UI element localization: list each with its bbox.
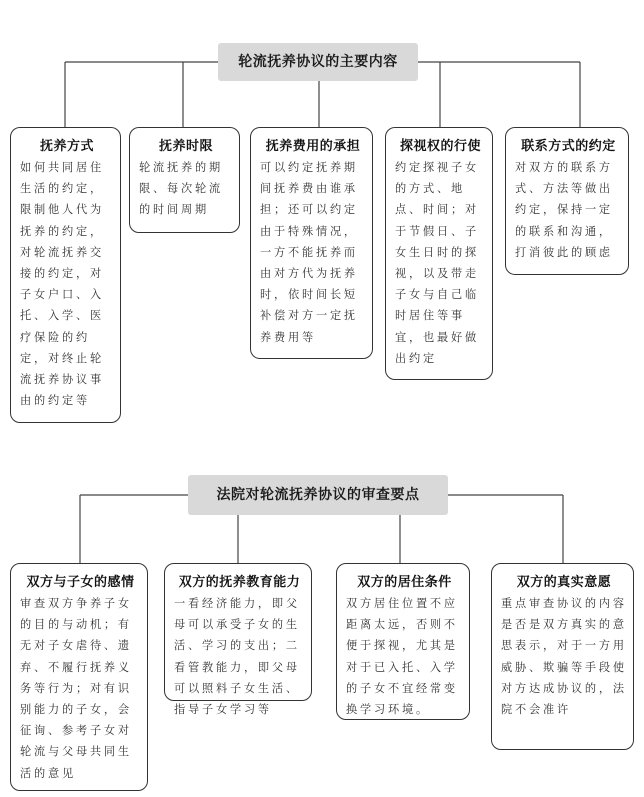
card-text: 如何共同居住生活的约定，限制他人代为抚养的约定，对轮流抚养交接的约定，对子女户口、入托、入学、医疗保险的约定，对终止轮流抚养协议事由的约定等	[20, 161, 104, 408]
card-text: 约定探视子女的方式、地点、时间；对于节假日、子女生日时的探视，以及带走子女与自己临时居住等事宜，也最好做出约定	[395, 161, 479, 365]
top-root-title: 轮流抚养协议的主要内容	[218, 43, 418, 81]
card-title: 抚养费用的承担	[265, 139, 361, 154]
bottom-card-education-ability	[164, 563, 312, 717]
card-text: 可以约定抚养期间抚养费由谁承担；还可以约定由于特殊情况，一方不能抚养而由对方代为抚养时，依时间长短补偿对方一定抚养费用等	[260, 161, 358, 344]
card-title: 双方的居住条件	[357, 575, 452, 590]
bottom-root-title: 法院对轮流抚养协议的审查要点	[188, 475, 448, 515]
card-text: 轮流抚养的期限、每次轮流的时间周期	[139, 161, 223, 217]
bottom-card-true-will	[491, 563, 634, 750]
card-text: 双方居住位置不应距离太远，否则不便于探视，尤其是对于已入托、入学的子女不宜经常变换学习环境。	[346, 597, 458, 717]
top-card-raising-method	[10, 127, 121, 423]
card-title: 联系方式的约定	[521, 139, 616, 154]
card-text: 重点审查协议的内容是否是双方真实的意思表示，对于一方用威胁、欺骗等手段使对方达成协议的，法院不会准许	[501, 597, 627, 717]
card-text: 审查双方争养子女的目的与动机；有无对子女虐待、遗弃、不履行抚养义务等行为；对有识别能力的子女，会征询、参考子女对轮流与父母共同生活的意见	[20, 597, 132, 780]
top-card-expense-bearing	[250, 127, 373, 359]
bottom-card-emotional-bond	[10, 563, 148, 791]
card-title: 抚养时限	[158, 139, 213, 154]
card-title: 双方与子女的感情	[26, 575, 135, 590]
card-title: 双方的抚养教育能力	[178, 575, 301, 590]
card-title: 双方的真实意愿	[516, 575, 612, 590]
card-title: 抚养方式	[39, 139, 94, 154]
top-card-contact-method	[505, 127, 629, 275]
top-card-visitation-right	[385, 127, 493, 380]
card-text: 一看经济能力，即父母可以承受子女的生活、学习的支出；二看管教能力，即父母可以照料子女生活、指导子女学习等	[174, 597, 300, 717]
card-text: 对双方的联系方式、方法等做出约定，保持一定的联系和沟通，打消彼此的顾虑	[515, 161, 613, 259]
card-title: 探视权的行使	[399, 139, 481, 154]
bottom-card-living-conditions	[336, 563, 470, 720]
top-card-raising-period	[129, 127, 240, 233]
